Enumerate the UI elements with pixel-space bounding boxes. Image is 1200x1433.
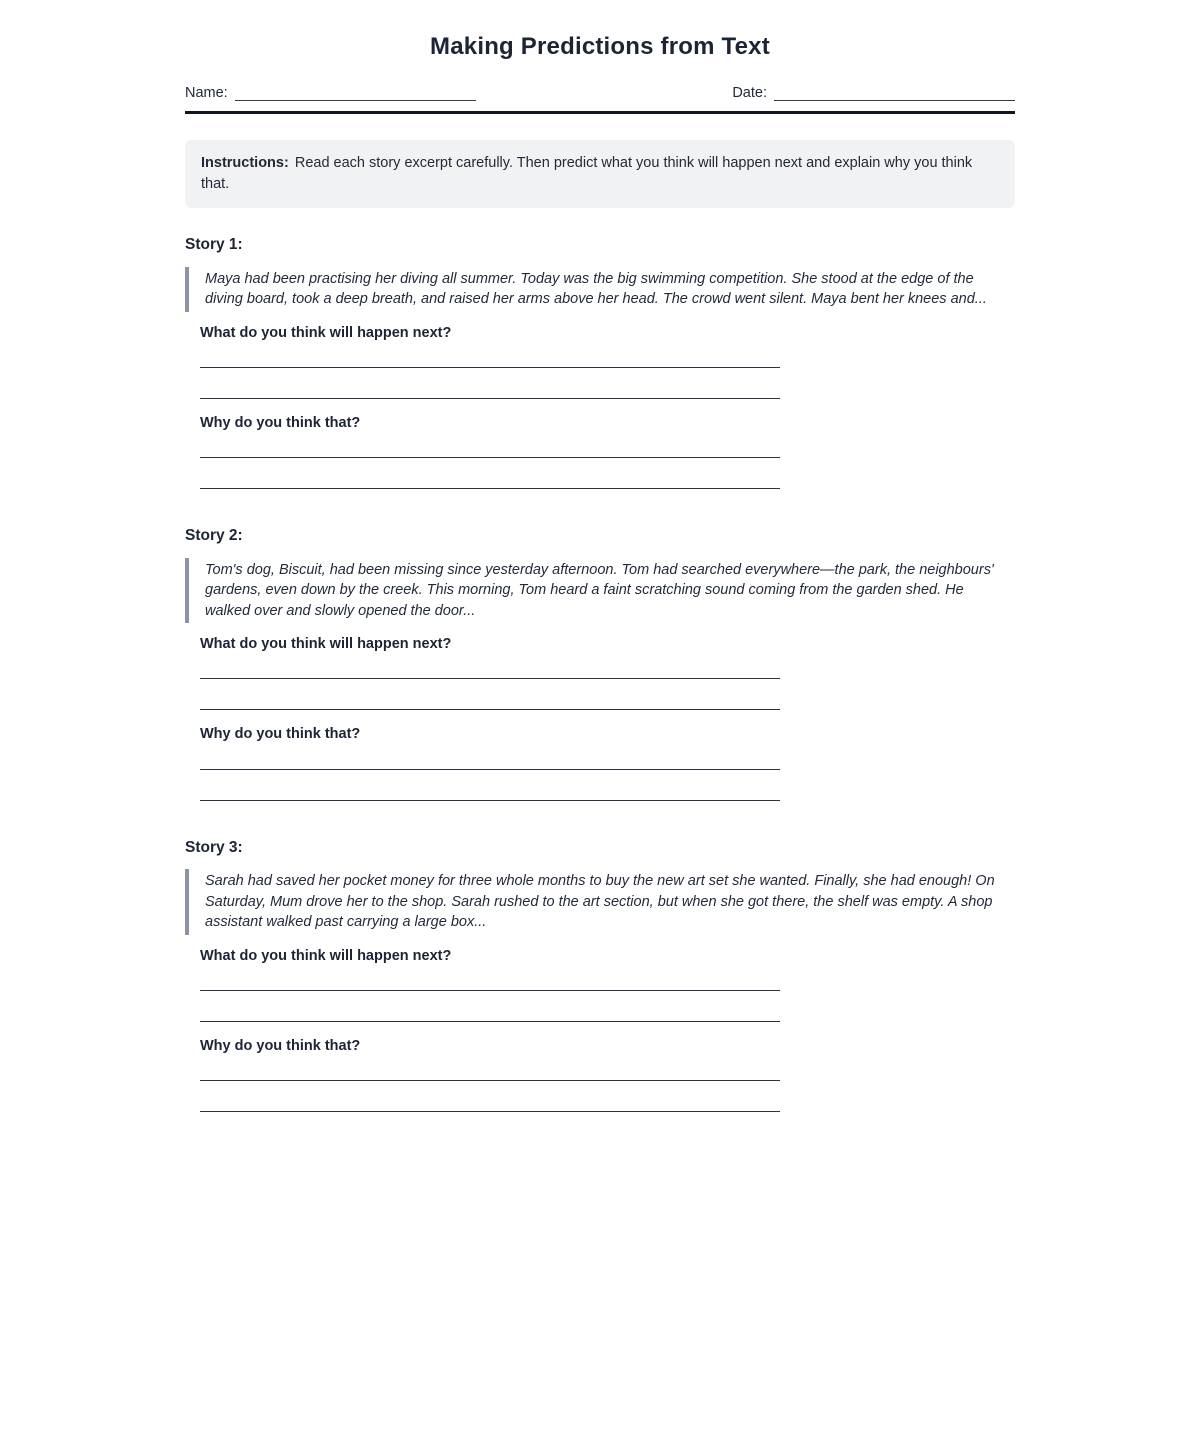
story-3-question-why: Why do you think that? <box>200 1038 361 1055</box>
story-3-heading: Story 3: <box>185 838 243 856</box>
story-1-predict-answer-line-1[interactable] <box>200 342 780 368</box>
page-title: Making Predictions from Text <box>430 33 770 60</box>
story-2-why-answer-line-1[interactable] <box>200 744 780 770</box>
story-3-why-answer-line-1[interactable] <box>200 1055 780 1081</box>
worksheet-page <box>185 33 1015 1112</box>
date-label: Date: <box>732 85 767 101</box>
date-field <box>732 85 1015 101</box>
story-3-why-answer-line-2[interactable] <box>200 1081 780 1112</box>
story-3-excerpt: Sarah had saved her pocket money for three whole months to buy the new art set she wanted. Finally, she had enough! On Saturday, Mum drove her to the shop. Sarah rushed to the art section, but when she got there, the shelf was empty. A shop assistant walked past carrying a large box... <box>185 869 1015 935</box>
story-2-predict-answer-line-2[interactable] <box>200 679 780 710</box>
story-2-why-answer-line-2[interactable] <box>200 770 780 801</box>
instructions-box <box>185 140 1015 208</box>
story-1-question-predict: What do you think will happen next? <box>200 324 452 341</box>
instructions-label: Instructions: <box>201 155 289 171</box>
story-1-excerpt: Maya had been practising her diving all summer. Today was the big swimming competition. She stood at the edge of the diving board, took a deep breath, and raised her arms above her head. The crowd went silent. Maya bent her knees and... <box>185 267 1015 312</box>
name-label: Name: <box>185 85 228 101</box>
story-1-question-why: Why do you think that? <box>200 414 361 431</box>
name-field <box>185 85 476 101</box>
name-write-line[interactable] <box>235 85 476 101</box>
story-2-question-predict: What do you think will happen next? <box>200 636 452 653</box>
story-2-excerpt: Tom's dog, Biscuit, had been missing since yesterday afternoon. Tom had searched everywhere—the park, the neighbours' gardens, even down by the creek. This morning, Tom heard a faint scratching sound coming from the garden shed. He walked over and slowly opened the door... <box>185 558 1015 624</box>
header-divider <box>185 111 1015 114</box>
story-1-why-answer-line-1[interactable] <box>200 432 780 458</box>
name-date-row <box>185 85 1015 101</box>
story-1-heading: Story 1: <box>185 236 243 254</box>
story-2-heading: Story 2: <box>185 527 243 545</box>
story-2-predict-answer-line-1[interactable] <box>200 653 780 679</box>
date-write-line[interactable] <box>774 85 1015 101</box>
story-section-3 <box>185 839 1015 1113</box>
story-3-predict-answer-line-1[interactable] <box>200 965 780 991</box>
story-3-predict-answer-line-2[interactable] <box>200 991 780 1022</box>
story-3-question-predict: What do you think will happen next? <box>200 947 452 964</box>
story-section-1 <box>185 236 1015 489</box>
instructions-text: Read each story excerpt carefully. Then predict what you think will happen next and explain why you think that. <box>201 155 973 193</box>
story-section-2 <box>185 527 1015 801</box>
story-2-question-why: Why do you think that? <box>200 726 361 743</box>
story-1-why-answer-line-2[interactable] <box>200 458 780 489</box>
story-1-predict-answer-line-2[interactable] <box>200 368 780 399</box>
